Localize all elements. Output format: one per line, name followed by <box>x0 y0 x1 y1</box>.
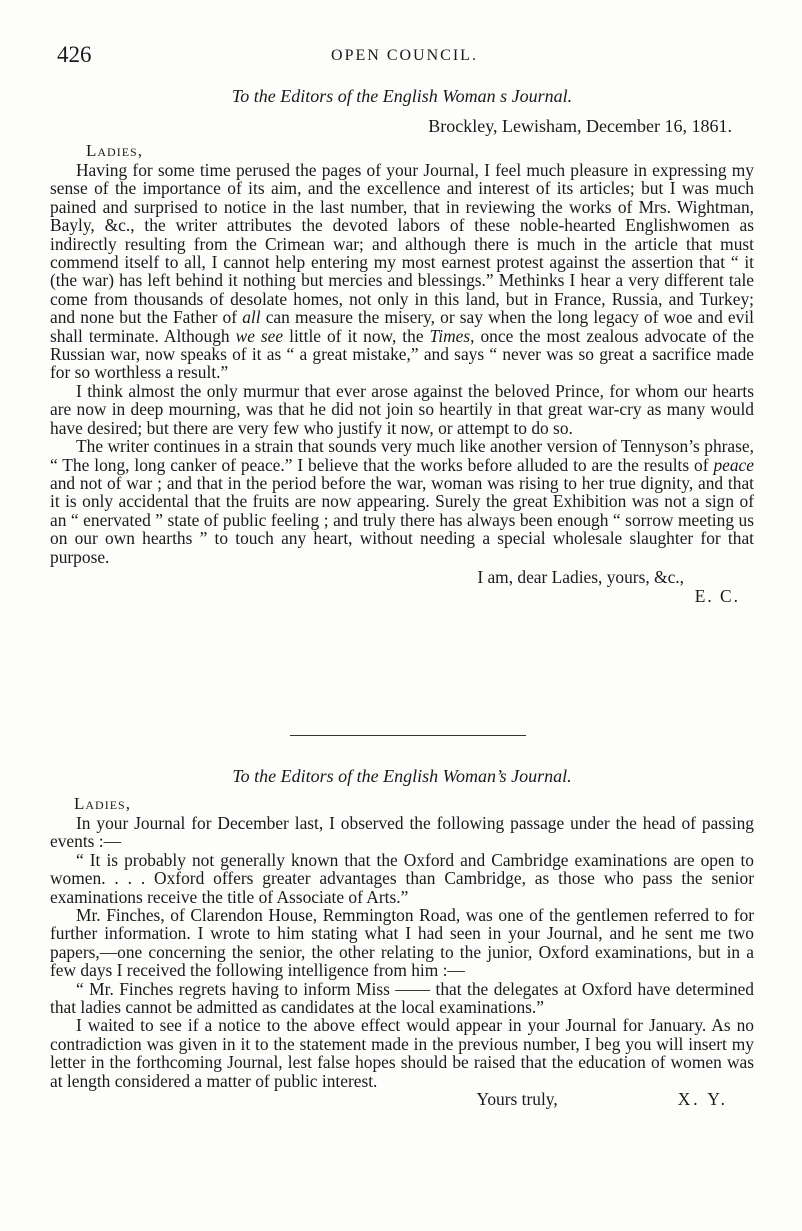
running-title: OPEN COUNCIL. <box>331 47 478 64</box>
letter-two-paragraph: “ It is probably not generally known that the Oxford and Cambridge examinations are open to women. . . . Oxford offers greater advantages than Cambridge, as those who pass the senior examinations receive the title of Associate of Arts.” <box>50 849 754 907</box>
letter-two-title: To the Editors of the English Woman’s Journal. <box>232 766 572 786</box>
letter-two-paragraph: Mr. Finches, of Clarendon House, Remmington Road, was one of the gentlemen referred to for further information. I wrote to him stating what I had seen in your Journal, and he sent me two papers,—one concerning the senior, the other relating to the junior, Oxford examinations, but in a few days I received the following intelligence from him :— <box>50 905 754 981</box>
letter-two-salutation: Ladies, <box>74 794 131 813</box>
letter-two-signature: X. Y. <box>677 1089 728 1110</box>
letter-one-paragraph: Having for some time perused the pages of your Journal, I feel much pleasure in expressing my sense of the importance of its aim, and the excellence and interest of its articles; but I was much pained and surprised to notice in the last number, that in reviewing the works of Mrs. Wightman, Bayly, &c., the writer attributes the devoted labors of these noble-hearted Englishwomen as indirectly resulting from the Crimean war; and although there is much in the article that must commend itself to all, I cannot help entering my most earnest protest against the assertion that “ it (the war) has left behind it nothing but mercies and blessings.” Methinks I hear a very different tale come from thousands of desolate homes, not only in this land, but in France, Russia, and Turkey; and none but the Father of all can measure the misery, or say when the long legacy of woe and evil shall terminate. Although we see little of it now, the Times, once the most zealous advocate of the Russian war, now speaks of it as “ a great mistake,” and says “ never was so great a sacrifice made for so worthless a result.” <box>50 160 755 383</box>
letter-two-signoff <box>50 1090 754 1109</box>
letter-two-closing: Yours truly, <box>476 1089 558 1110</box>
letter-one-paragraph: I think almost the only murmur that ever arose against the beloved Prince, for whom our hearts are now in deep mourning, was that he did not join so heartily in that great war-cry as many would have desired; but there are very few who justify it now, or attempt to do so. <box>50 380 754 438</box>
letter-two-paragraph: In your Journal for December last, I observed the following passage under the head of passing events :— <box>50 813 754 852</box>
letter-one-dateline: Brockley, Lewisham, December 16, 1861. <box>428 116 732 136</box>
letter-one-signature: E. C. <box>694 585 740 606</box>
page-header <box>55 42 754 72</box>
letter-two-paragraph: “ Mr. Finches regrets having to inform Miss —— that the delegates at Oxford have determined that ladies cannot be admitted as candidates at the local examinations.” <box>50 978 754 1018</box>
letter-one-paragraph: The writer continues in a strain that sounds very much like another version of Tennyson’s phrase, “ The long, long canker of peace.” I believe that the works before alluded to are the results of peace and not of war ; and that in the period before the war, woman was rising to her true dignity, and that it is only accidental that the fruits are now appearing. Surely the great Exhibition was not a sign of an “ enervated ” state of public feeling ; and truly there has always been enough “ sorrow meeting us on our own hearths ” to touch any heart, without needing a special wholesale slaughter for that purpose. <box>50 436 754 567</box>
letter-two <box>50 764 754 1109</box>
letter-one-title: To the Editors of the English Woman s Journal. <box>231 86 573 106</box>
letter-one-salutation: Ladies, <box>86 141 143 160</box>
letter-one <box>50 84 754 606</box>
letter-one-closing: I am, dear Ladies, yours, &c., <box>477 566 684 587</box>
page-number: 426 <box>57 42 92 67</box>
section-divider <box>290 735 526 736</box>
letter-two-paragraph: I waited to see if a notice to the above effect would appear in your Journal for January. As no contradiction was given in it to the statement made in the previous number, I beg you will insert my letter in the forthcoming Journal, lest false hopes should be raised that the education of women was at length considered a matter of public interest. <box>50 1015 754 1091</box>
